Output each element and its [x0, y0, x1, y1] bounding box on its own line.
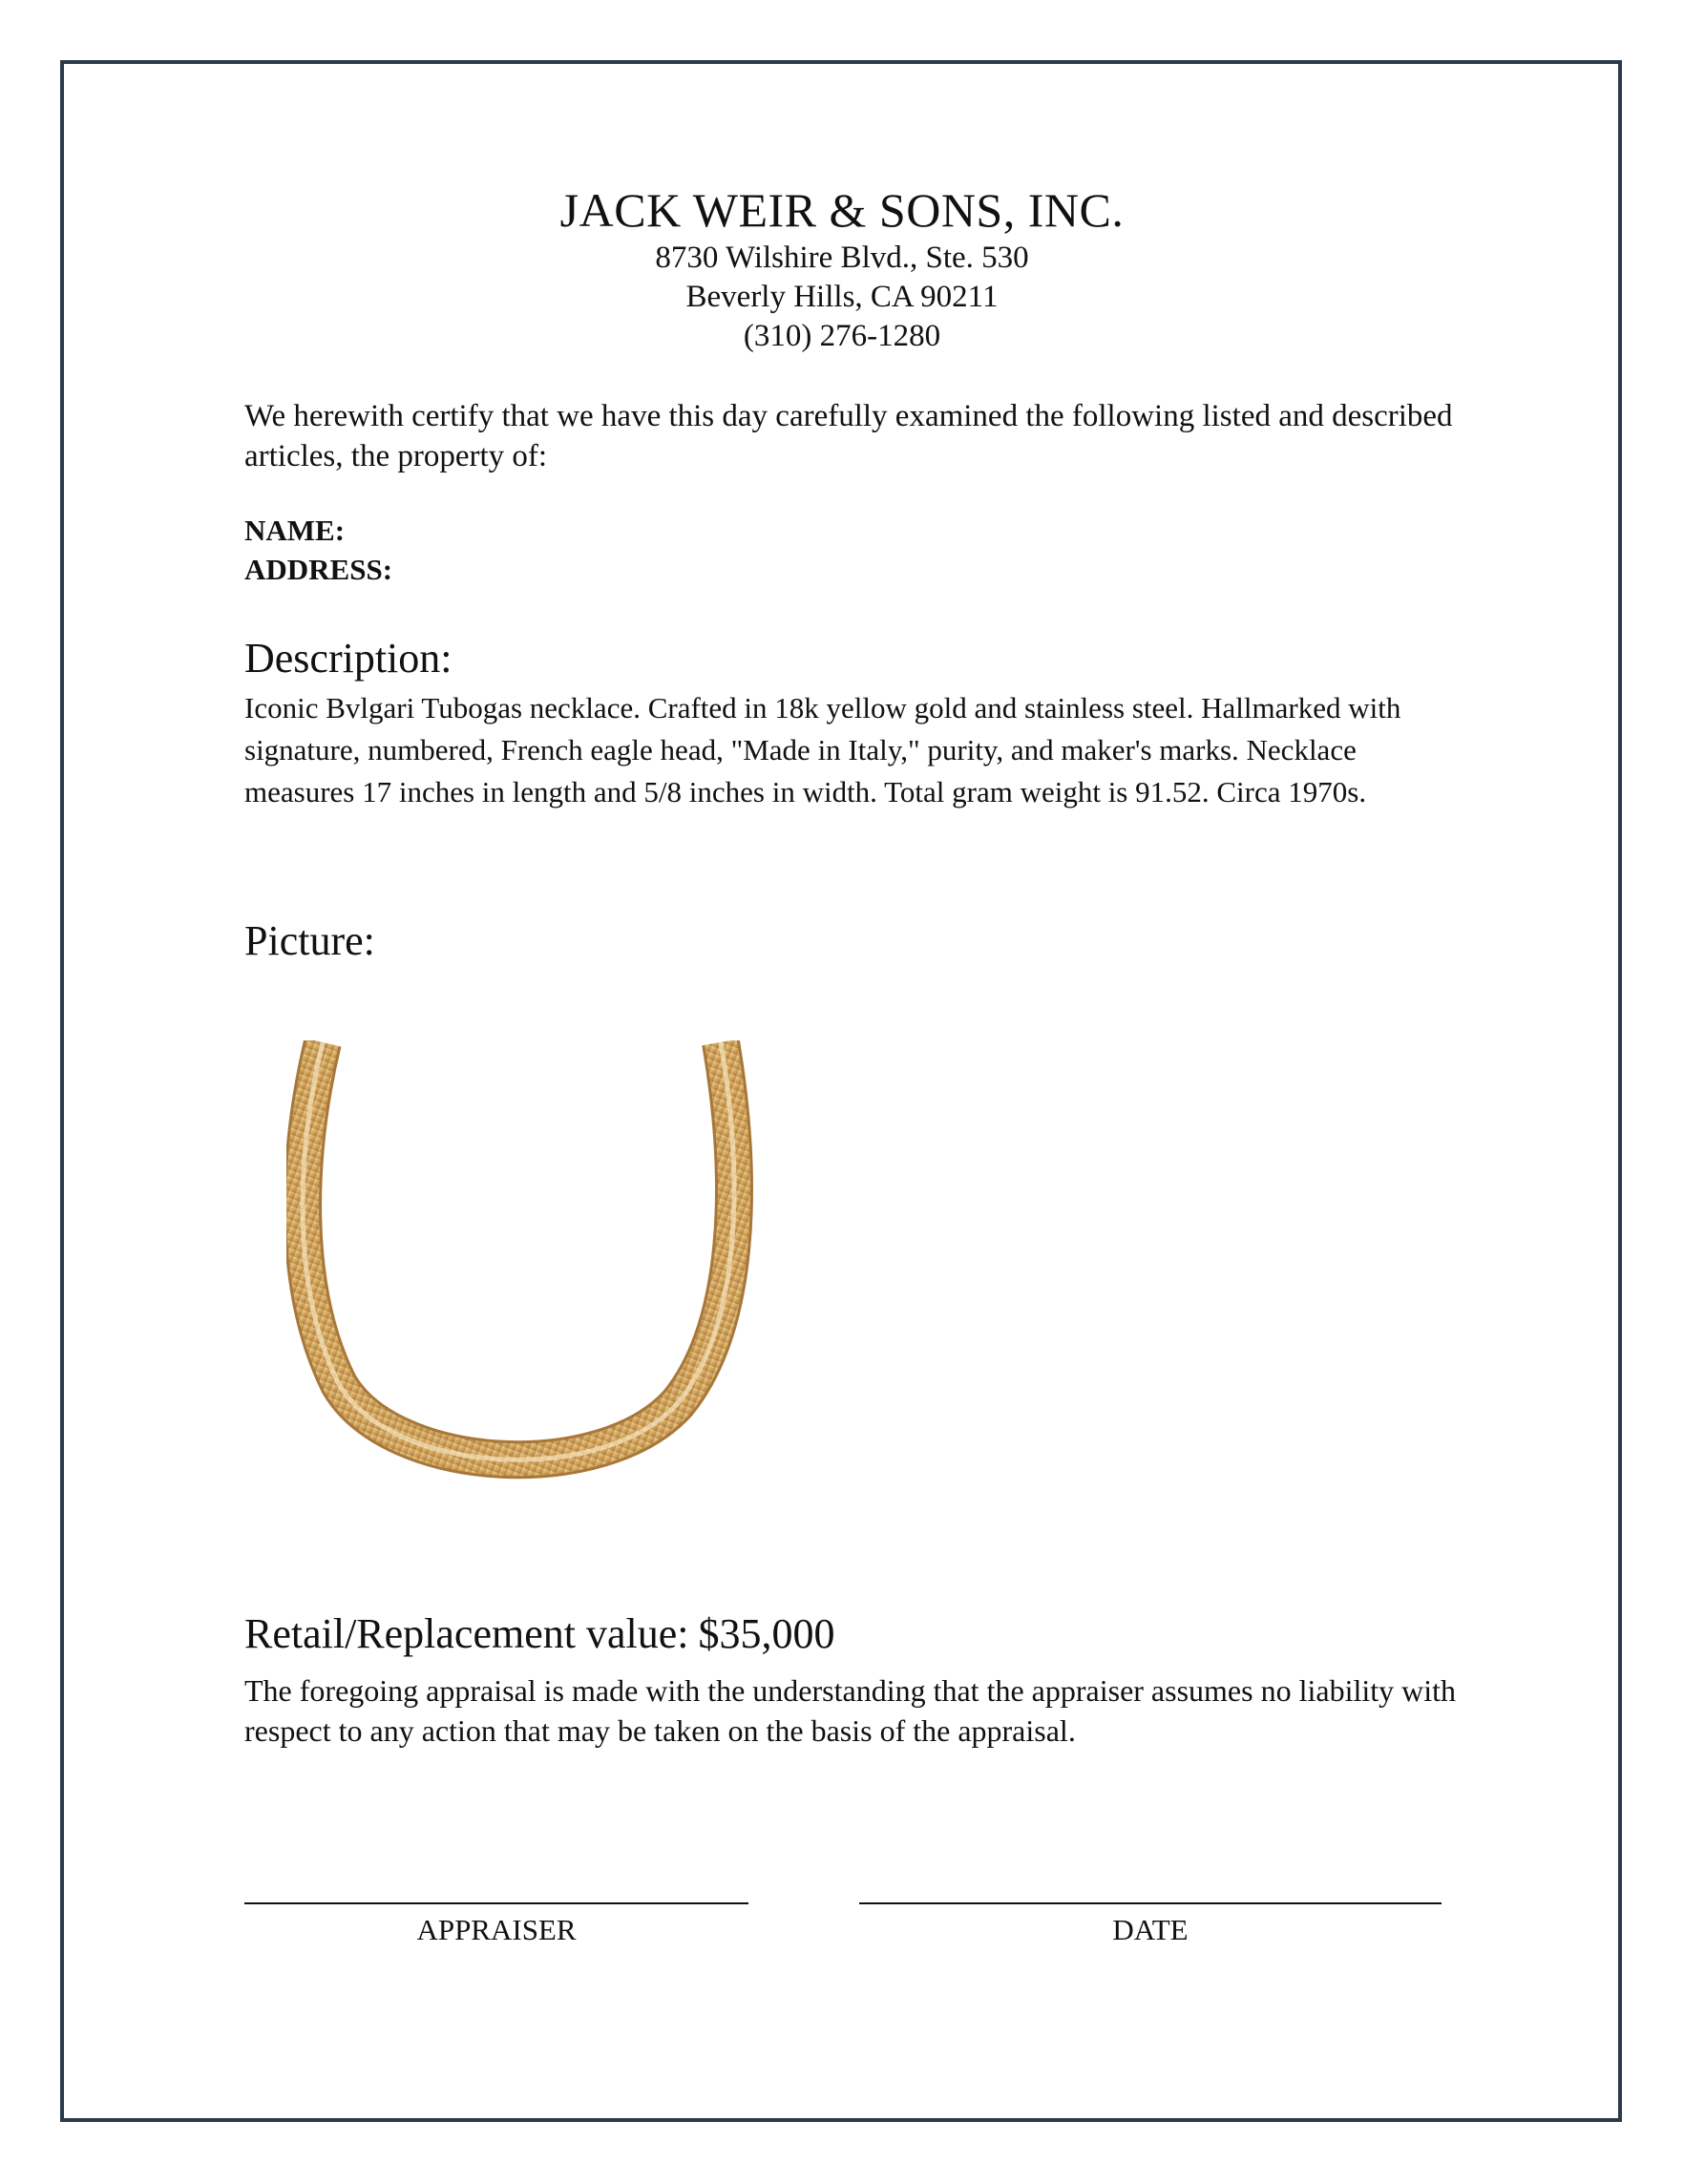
description-text: Iconic Bvlgari Tubogas necklace. Crafted in 18k yellow gold and stainless steel. Hallmarked with signature, numbered, French eagle head, "Made in Italy," purity, and maker's marks. Necklace measures 17 inches in length and 5/8 inches in width. Total gram weight is 91.52. Circa 1970s.	[244, 691, 1401, 808]
company-address-line2: Beverly Hills, CA 90211	[685, 280, 999, 314]
date-label: DATE	[1112, 1913, 1189, 1946]
letterhead	[0, 181, 1684, 356]
value-amount: $35,000	[698, 1610, 835, 1657]
company-phone: (310) 276-1280	[743, 319, 941, 353]
picture-heading: Picture:	[244, 917, 375, 964]
owner-fields	[244, 511, 1457, 589]
description-heading: Description:	[244, 635, 453, 682]
gold-tubogas-necklace-icon	[286, 1040, 802, 1489]
replacement-value	[244, 1609, 1457, 1659]
certification-statement: We herewith certify that we have this day carefully examined the following listed and described articles, the property of:	[244, 399, 1453, 473]
company-name: JACK WEIR & SONS, INC.	[559, 183, 1125, 237]
name-label: NAME:	[244, 514, 346, 547]
value-label: Retail/Replacement value:	[244, 1610, 689, 1657]
necklace-picture	[286, 1040, 802, 1489]
company-address-line1: 8730 Wilshire Blvd., Ste. 530	[655, 241, 1029, 275]
appraiser-signature-line	[244, 1902, 748, 1904]
disclaimer-text: The foregoing appraisal is made with the understanding that the appraiser assumes no liability with respect to any action that may be taken on the basis of the appraisal.	[244, 1673, 1457, 1748]
appraiser-label: APPRAISER	[416, 1913, 577, 1946]
date-signature-line	[859, 1902, 1442, 1904]
address-label: ADDRESS:	[244, 553, 393, 586]
